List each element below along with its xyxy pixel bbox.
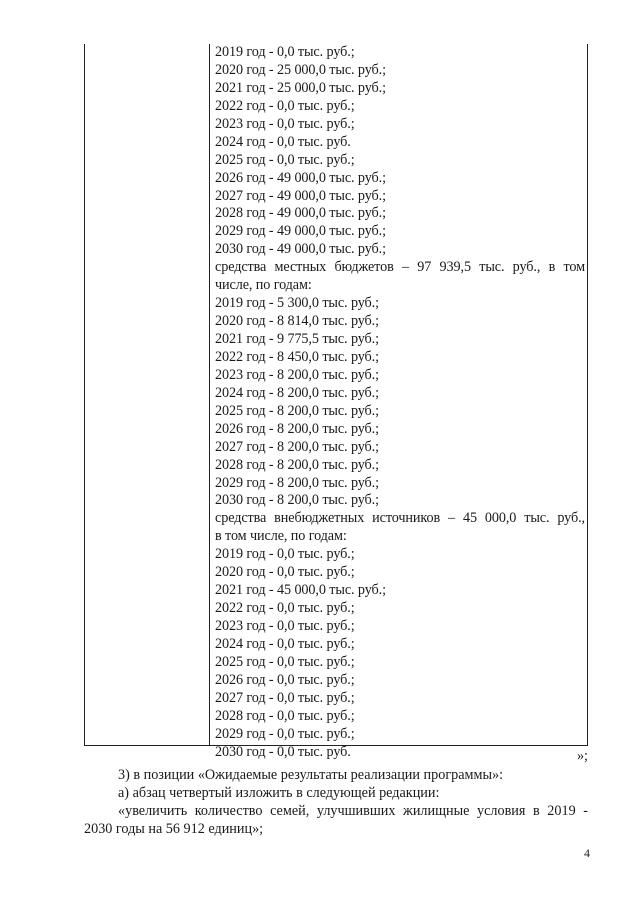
table-line: 2019 год - 5 300,0 тыс. руб.;: [215, 295, 379, 312]
table-line: 2020 год - 0,0 тыс. руб.;: [215, 564, 355, 581]
table-line: числе, по годам:: [215, 277, 312, 294]
table-line: 2026 год - 49 000,0 тыс. руб.;: [215, 169, 386, 186]
table-line: 2020 год - 8 814,0 тыс. руб.;: [215, 313, 379, 330]
table-line: в том числе, по годам:: [215, 528, 347, 545]
closing-quote-mark: »;: [576, 748, 588, 764]
table-line: 2021 год - 9 775,5 тыс. руб.;: [215, 331, 379, 347]
table-line: 2025 год - 8 200,0 тыс. руб.;: [215, 402, 379, 419]
table-line: 2021 год - 25 000,0 тыс. руб.;: [215, 79, 386, 96]
table-line: 2029 год - 49 000,0 тыс. руб.;: [215, 223, 386, 240]
table-line: 2028 год - 0,0 тыс. руб.;: [215, 707, 355, 724]
table-line: 2028 год - 49 000,0 тыс. руб.;: [215, 205, 386, 222]
table-line: 2022 год - 0,0 тыс. руб.;: [215, 97, 355, 114]
paragraph-item-3: 3) в позиции «Ожидаемые результаты реализации программы»:: [118, 767, 504, 783]
table-line: 2030 год - 8 200,0 тыс. руб.;: [215, 492, 379, 509]
table-line: 2026 год - 0,0 тыс. руб.;: [215, 671, 355, 688]
table-line: 2023 год - 0,0 тыс. руб.;: [215, 115, 355, 132]
table-line: 2026 год - 8 200,0 тыс. руб.;: [215, 420, 379, 437]
table-line: 2023 год - 0,0 тыс. руб.;: [215, 618, 355, 634]
financing-details-cell: [215, 44, 585, 762]
table-line: 2022 год - 8 450,0 тыс. руб.;: [215, 348, 379, 365]
paragraph-item-a: а) абзац четвертый изложить в следующей редакции:: [118, 785, 440, 801]
table-line: 2025 год - 0,0 тыс. руб.;: [215, 151, 355, 168]
table-line: 2024 год - 0,0 тыс. руб.;: [215, 635, 355, 652]
table-line: 2029 год - 8 200,0 тыс. руб.;: [215, 474, 379, 491]
paragraph-quote-line-1: «увеличить количество семей, улучшивших жилищные условия в 2019 -: [118, 803, 588, 819]
table-line: 2019 год - 0,0 тыс. руб.;: [215, 546, 355, 563]
table-line: 2027 год - 49 000,0 тыс. руб.;: [215, 187, 386, 204]
table-line: 2024 год - 0,0 тыс. руб.: [215, 133, 351, 150]
table-line: 2027 год - 8 200,0 тыс. руб.;: [215, 438, 379, 455]
table-line: 2030 год - 0,0 тыс. руб.: [215, 743, 351, 760]
table-line: 2022 год - 0,0 тыс. руб.;: [215, 600, 355, 617]
paragraph-quote-line-2: 2030 годы на 56 912 единиц»;: [84, 821, 264, 837]
table-line: 2027 год - 0,0 тыс. руб.;: [215, 689, 355, 706]
table-line: 2025 год - 0,0 тыс. руб.;: [215, 653, 355, 670]
table-line: 2028 год - 8 200,0 тыс. руб.;: [215, 456, 379, 473]
page-number: 4: [584, 846, 590, 860]
table-line: 2020 год - 25 000,0 тыс. руб.;: [215, 61, 386, 78]
table-line: средства местных бюджетов – 97 939,5 тыс. руб., в том: [215, 259, 585, 276]
table-line: 2030 год - 49 000,0 тыс. руб.;: [215, 241, 386, 258]
column-divider: [209, 44, 210, 745]
table-line: 2029 год - 0,0 тыс. руб.;: [215, 725, 355, 742]
financing-table: [84, 44, 588, 760]
table-line: 2021 год - 45 000,0 тыс. руб.;: [215, 582, 386, 599]
table-line: 2023 год - 8 200,0 тыс. руб.;: [215, 366, 379, 383]
table-line: 2019 год - 0,0 тыс. руб.;: [215, 44, 355, 60]
table-line: 2024 год - 8 200,0 тыс. руб.;: [215, 384, 379, 401]
table-line: средства внебюджетных источников – 45 000,0 тыс. руб.,: [215, 510, 585, 527]
